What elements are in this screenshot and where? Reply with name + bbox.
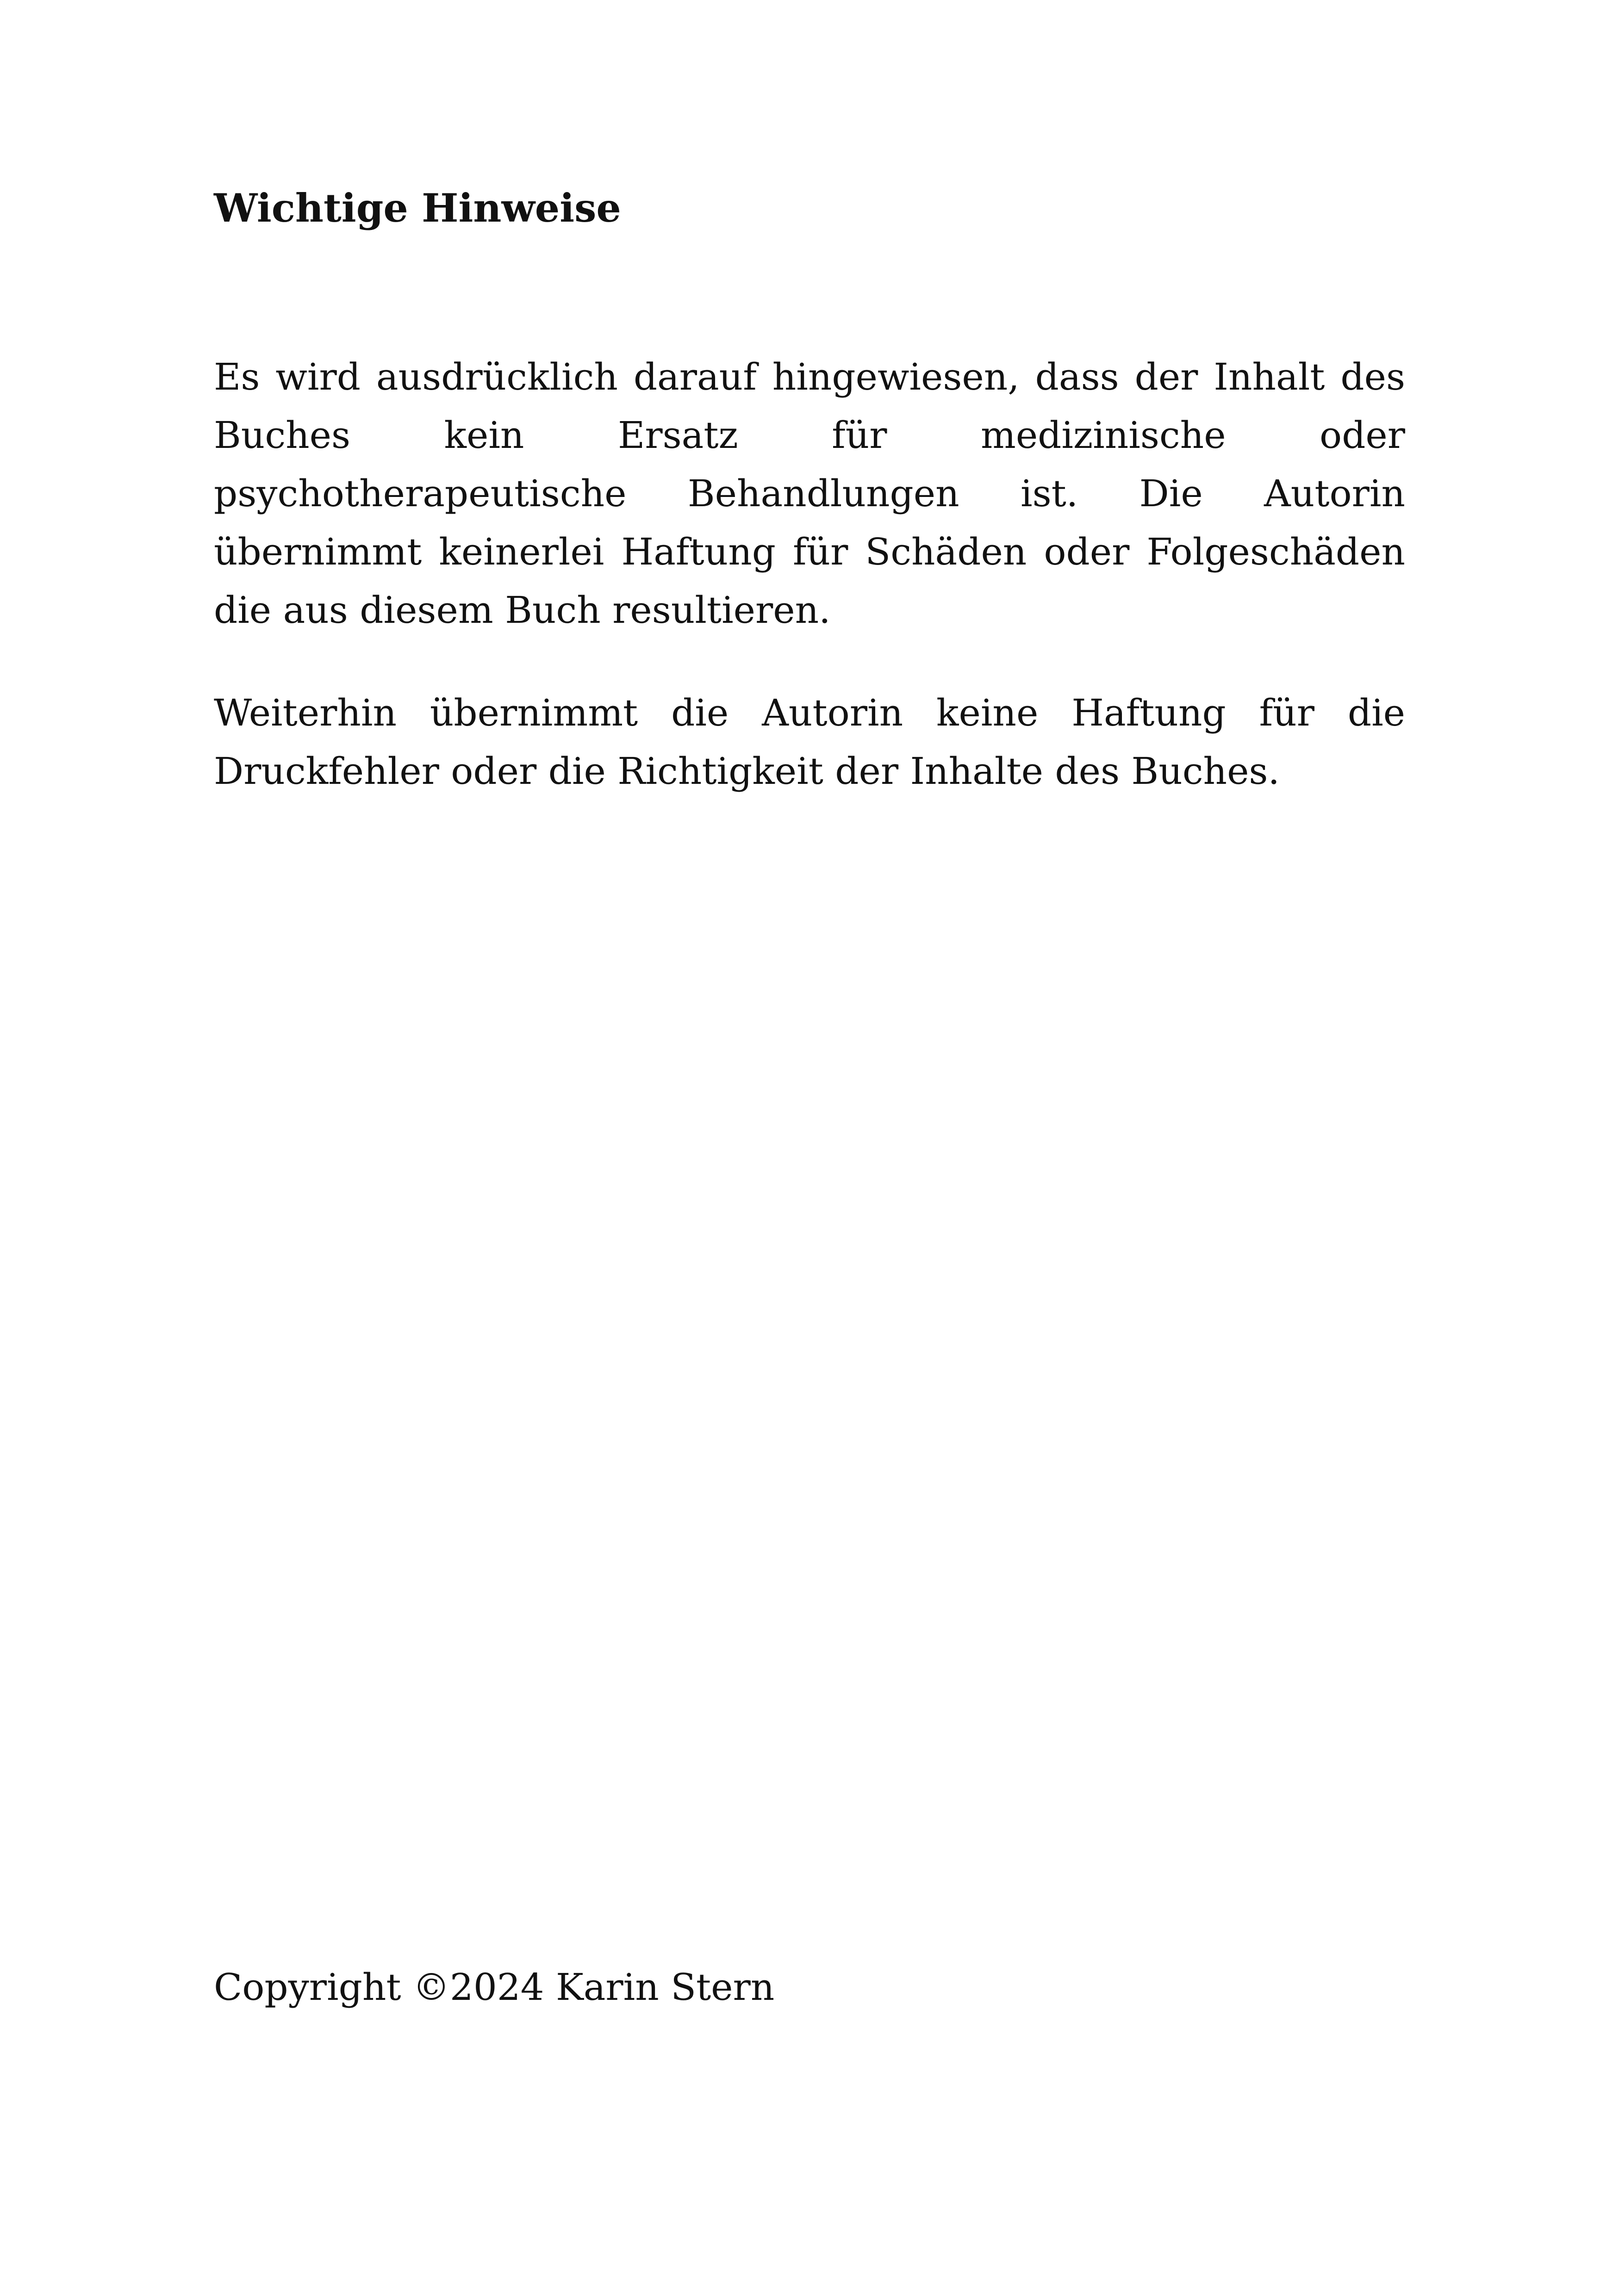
disclaimer-paragraph: Es wird ausdrücklich darauf hingewiesen, dass der Inhalt des Buches kein Ersatz für medizinische oder psychotherapeutische Behandlungen ist. Die Autorin übernimmt keinerlei Haftung für Schäden oder Folgeschäden die aus diesem Buch resultieren.	[214, 355, 1405, 632]
page-heading: Wichtige Hinweise	[214, 185, 621, 231]
liability-paragraph: Weiterhin übernimmt die Autorin keine Haftung für die Druckfehler oder die Richtigkeit der Inhalte des Buches.	[214, 691, 1405, 793]
copyright-notice: Copyright ©2024 Karin Stern	[214, 1966, 775, 2009]
